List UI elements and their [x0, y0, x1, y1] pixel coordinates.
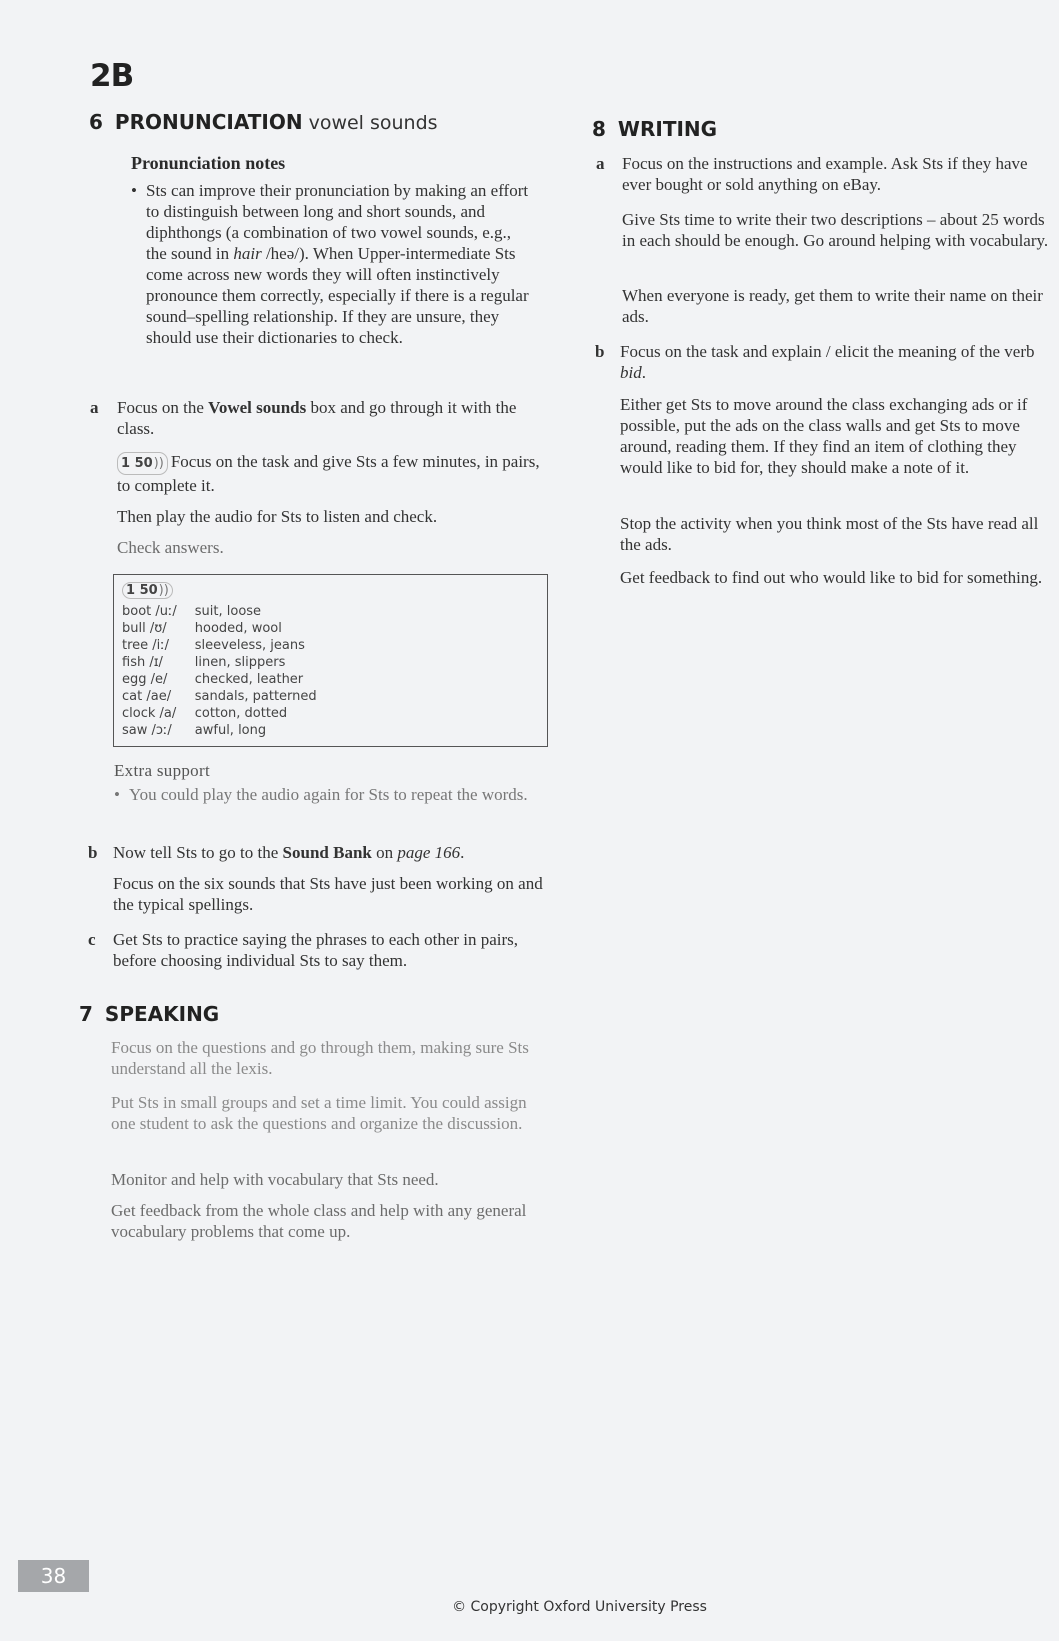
answer-sound: boot /uː/: [122, 604, 177, 619]
answer-row: [122, 637, 335, 654]
writing-b-p3: Stop the activity when you think most of the Sts have read all the ads.: [620, 514, 1039, 554]
answer-row: [122, 654, 335, 671]
pron-c-p1: Get Sts to practice saying the phrases to each other in pairs, before choosing individual Sts to say them.: [113, 930, 519, 970]
answer-row: [122, 620, 335, 637]
text-bold: Vowel sounds: [208, 398, 307, 417]
pron-a-p1: [117, 397, 547, 439]
speaking-p4: Get feedback from the whole class and help with any general vocabulary problems that come up.: [111, 1201, 527, 1241]
item-label-c: c: [88, 930, 96, 949]
pron-b-p1: [113, 842, 553, 863]
notes-text: /heə/). When Upper-intermediate Sts come across new words they will often instinctively pronounce them correctly, especially if there is a regular sound–spelling relationship. If they are unsure, they should use their dictionaries to check.: [146, 244, 529, 347]
notes-text-italic: hair: [233, 244, 262, 263]
answer-words: linen, slippers: [194, 655, 286, 670]
section-number: 6: [89, 110, 103, 134]
answer-sound: egg /e/: [122, 672, 168, 687]
answer-words: awful, long: [194, 723, 267, 738]
answers-table: [122, 603, 335, 739]
extra-list: [114, 784, 544, 805]
writing-a-p1: Focus on the instructions and example. Ask Sts if they have ever bought or sold anything on eBay.: [622, 154, 1028, 194]
writing-a-p3: When everyone is ready, get them to write their name on their ads.: [622, 286, 1043, 326]
text: on: [371, 843, 398, 862]
answer-row: [122, 671, 335, 688]
pron-a-p2: [117, 451, 547, 496]
unit-label: 2B: [90, 58, 134, 94]
notes-item: [131, 180, 531, 348]
audio-waves: )): [153, 456, 164, 471]
writing-b-p1: [620, 341, 1052, 383]
speaking-p2: Put Sts in small groups and set a time limit. You could assign one student to ask the questions and organize the discussion.: [111, 1093, 527, 1133]
answer-sound: clock /a/: [122, 706, 177, 721]
answer-words: sandals, patterned: [194, 689, 317, 704]
section-title: PRONUNCIATION: [114, 110, 303, 134]
text: box and go through it with the class.: [117, 398, 517, 438]
notes-list: [131, 180, 531, 348]
audio-waves: )): [158, 583, 169, 598]
page-number: 38: [18, 1560, 89, 1592]
item-label-b: b: [88, 843, 98, 862]
extra-heading: Extra support: [114, 761, 210, 780]
pron-a-p4: Check answers.: [117, 538, 224, 557]
text: .: [460, 843, 465, 862]
answer-words: hooded, wool: [194, 621, 282, 636]
speaking-p3: Monitor and help with vocabulary that Sts need.: [111, 1170, 439, 1189]
answers-box: [113, 574, 548, 747]
text: .: [641, 363, 646, 382]
writing-b-p2: Either get Sts to move around the class exchanging ads or if possible, put the ads on the class walls and get Sts to move around, reading them. If they find an item of clothing they would like to bid for, they should make a note of it.: [620, 395, 1028, 477]
writing-a-p2: Give Sts time to write their two descriptions – about 25 words in each should be enough. Go around helping with vocabulary.: [622, 210, 1049, 250]
answer-sound: bull /ʊ/: [122, 621, 167, 636]
answer-sound: cat /ae/: [122, 689, 172, 704]
answer-sound: tree /iː/: [122, 638, 170, 653]
notes-heading: Pronunciation notes: [131, 153, 286, 173]
answer-sound: saw /ɔː/: [122, 723, 172, 738]
answer-words: cotton, dotted: [194, 706, 288, 721]
answers-audio-label: [122, 581, 176, 599]
answer-row: [122, 705, 335, 722]
text: Focus on the: [117, 398, 209, 417]
answer-row: [122, 603, 335, 620]
text: Now tell Sts to go to the: [113, 843, 283, 862]
section-title: WRITING: [617, 117, 718, 141]
answer-words: checked, leather: [194, 672, 304, 687]
item-label-a: a: [90, 398, 99, 417]
section-subtitle: vowel sounds: [308, 112, 438, 134]
text: Focus on the task and give Sts a few minutes, in pairs, to complete it.: [117, 452, 540, 495]
pronunciation-notes: [131, 153, 531, 348]
copyright: © Copyright Oxford University Press: [452, 1599, 707, 1615]
section-heading-writing: [592, 117, 717, 141]
audio-code: 1 50: [126, 583, 158, 598]
section-heading-pronunciation: [89, 110, 438, 134]
answer-sound: fish /ɪ/: [122, 655, 163, 670]
pron-a-p3: Then play the audio for Sts to listen and check.: [117, 507, 438, 526]
pron-b-p2: Focus on the six sounds that Sts have just been working on and the typical spellings.: [113, 874, 543, 914]
text-bold: Sound Bank: [282, 843, 372, 862]
section-title: SPEAKING: [104, 1002, 220, 1026]
notes-text: Sts can improve their pronunciation by making an effort to distinguish between long and short sounds, and diphthongs (a combination of two vowel sounds, e.g., the sound in: [146, 181, 529, 263]
writing-b-p4: Get feedback to find out who would like to bid for something.: [620, 568, 1043, 587]
section-heading-speaking: [79, 1002, 219, 1026]
answer-words: suit, loose: [194, 604, 262, 619]
item-label-a: a: [596, 154, 605, 173]
extra-item: • You could play the audio again for Sts to repeat the words.: [114, 784, 544, 805]
text-italic: page 166: [397, 843, 461, 862]
answer-words: sleeveless, jeans: [194, 638, 305, 653]
answer-row: [122, 722, 335, 739]
extra-support: [114, 760, 544, 805]
section-number: 7: [79, 1002, 93, 1026]
text: Focus on the task and explain / elicit the meaning of the verb: [620, 342, 1035, 361]
speaking-p1: Focus on the questions and go through them, making sure Sts understand all the lexis.: [111, 1038, 529, 1078]
audio-cd-icon: [122, 582, 173, 599]
audio-cd-icon: [117, 452, 168, 475]
section-number: 8: [592, 117, 606, 141]
item-label-b: b: [595, 342, 605, 361]
text-italic: bid: [620, 363, 642, 382]
audio-code: 1 50: [121, 456, 153, 471]
answer-row: [122, 688, 335, 705]
